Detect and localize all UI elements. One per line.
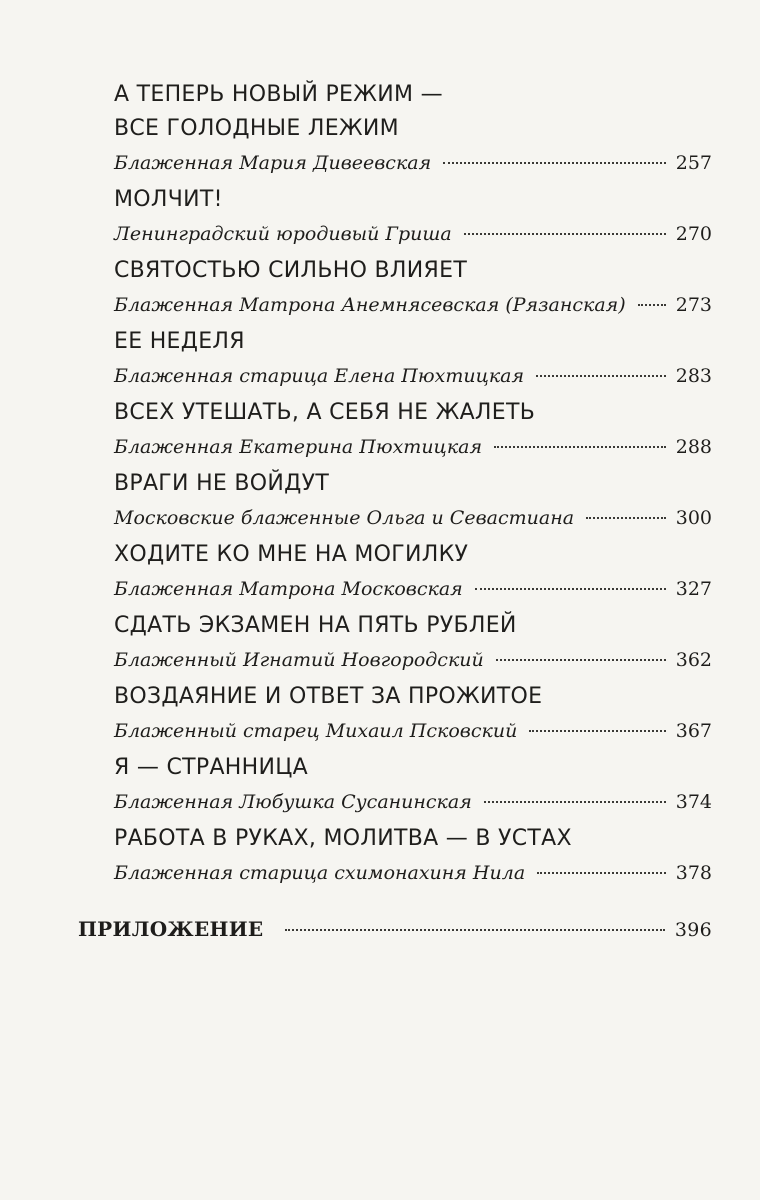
- toc-entry-title: ВРАГИ НЕ ВОЙДУТ: [114, 471, 330, 496]
- toc-entry-title: СВЯТОСТЬЮ СИЛЬНО ВЛИЯЕТ: [114, 258, 468, 283]
- toc-entry-page: 273: [675, 294, 712, 316]
- toc-entry: [114, 254, 712, 322]
- toc-entry: [114, 680, 712, 748]
- toc-entry-page: 367: [675, 720, 712, 742]
- toc-entry-page: 300: [675, 507, 712, 529]
- dot-leader: [586, 517, 666, 519]
- dot-leader: [536, 375, 666, 377]
- toc-entry-title: ВСЕХ УТЕШАТЬ, А СЕБЯ НЕ ЖАЛЕТЬ: [114, 400, 536, 425]
- toc-entry-subtitle-line: [114, 359, 712, 393]
- toc-entry-title: ВСЕ ГОЛОДНЫЕ ЛЕЖИМ: [114, 116, 399, 141]
- toc-entry-subtitle-line: [114, 572, 712, 606]
- toc-entry-subtitle: Блаженная старица Елена Пюхтицкая: [114, 365, 525, 387]
- toc-entry-subtitle: Блаженная Матрона Московская: [114, 578, 463, 600]
- toc-entry-subtitle-line: [114, 714, 712, 748]
- toc-entry: [114, 609, 712, 677]
- toc-entry-subtitle-line: [114, 643, 712, 677]
- dot-leader: [443, 162, 666, 164]
- dot-leader: [484, 801, 666, 803]
- toc-entry-subtitle-line: [114, 146, 712, 180]
- toc-entry-subtitle: Блаженный Игнатий Новгородский: [114, 649, 484, 671]
- toc-entry-page: 270: [675, 223, 712, 245]
- toc-entry-title: А ТЕПЕРЬ НОВЫЙ РЕЖИМ —: [114, 82, 443, 107]
- toc-entry-page: 257: [675, 152, 712, 174]
- toc-entry-subtitle: Блаженная Мария Дивеевская: [114, 152, 432, 174]
- toc-entry: [114, 325, 712, 393]
- toc-entry-subtitle-line: [114, 501, 712, 535]
- toc-entry-title: Я — СТРАННИЦА: [114, 755, 308, 780]
- toc-entry-subtitle: Ленинградский юродивый Гриша: [114, 223, 452, 245]
- table-of-contents: [114, 78, 712, 893]
- dot-leader: [464, 233, 666, 235]
- dot-leader: [494, 446, 666, 448]
- appendix-page: 396: [674, 919, 712, 941]
- toc-entry: [114, 467, 712, 535]
- toc-entry-page: 327: [675, 578, 712, 600]
- toc-entry-page: 374: [675, 791, 712, 813]
- toc-entry-subtitle: Блаженная старица схимонахиня Нила: [114, 862, 526, 884]
- toc-entry-title: ВОЗДАЯНИЕ И ОТВЕТ ЗА ПРОЖИТОЕ: [114, 684, 543, 709]
- toc-entry-subtitle: Блаженный старец Михаил Псковский: [114, 720, 518, 742]
- toc-entry-title: ЕЕ НЕДЕЛЯ: [114, 329, 245, 354]
- toc-entry-subtitle-line: [114, 217, 712, 251]
- toc-entry-subtitle-line: [114, 785, 712, 819]
- toc-entry-subtitle-line: [114, 288, 712, 322]
- toc-entry-subtitle: Блаженная Любушка Сусанинская: [114, 791, 472, 813]
- dot-leader: [285, 929, 664, 931]
- dot-leader: [638, 304, 666, 306]
- toc-entry-title: СДАТЬ ЭКЗАМЕН НА ПЯТЬ РУБЛЕЙ: [114, 613, 517, 638]
- toc-entry: [114, 538, 712, 606]
- toc-entry: [114, 183, 712, 251]
- toc-entry-page: 283: [675, 365, 712, 387]
- dot-leader: [496, 659, 666, 661]
- toc-entry-title: РАБОТА В РУКАХ, МОЛИТВА — В УСТАХ: [114, 826, 572, 851]
- dot-leader: [537, 872, 666, 874]
- toc-entry-page: 362: [675, 649, 712, 671]
- toc-entry: [114, 822, 712, 890]
- toc-entry-title: ХОДИТЕ КО МНЕ НА МОГИЛКУ: [114, 542, 469, 567]
- toc-entry-title: МОЛЧИТ!: [114, 187, 223, 212]
- toc-entry-page: 378: [675, 862, 712, 884]
- toc-entry-subtitle: Блаженная Матрона Анемнясевская (Рязанская): [114, 294, 626, 316]
- dot-leader: [475, 588, 666, 590]
- toc-entry: [114, 78, 712, 180]
- toc-entry-subtitle-line: [114, 430, 712, 464]
- toc-entry-page: 288: [675, 436, 712, 458]
- toc-entry-subtitle-line: [114, 856, 712, 890]
- toc-entry-subtitle: Московские блаженные Ольга и Севастиана: [114, 507, 575, 529]
- toc-appendix-entry: [78, 912, 712, 947]
- appendix-title: ПРИЛОЖЕНИЕ: [78, 917, 264, 941]
- toc-entry: [114, 396, 712, 464]
- toc-entry-subtitle: Блаженная Екатерина Пюхтицкая: [114, 436, 483, 458]
- dot-leader: [529, 730, 665, 732]
- toc-entry: [114, 751, 712, 819]
